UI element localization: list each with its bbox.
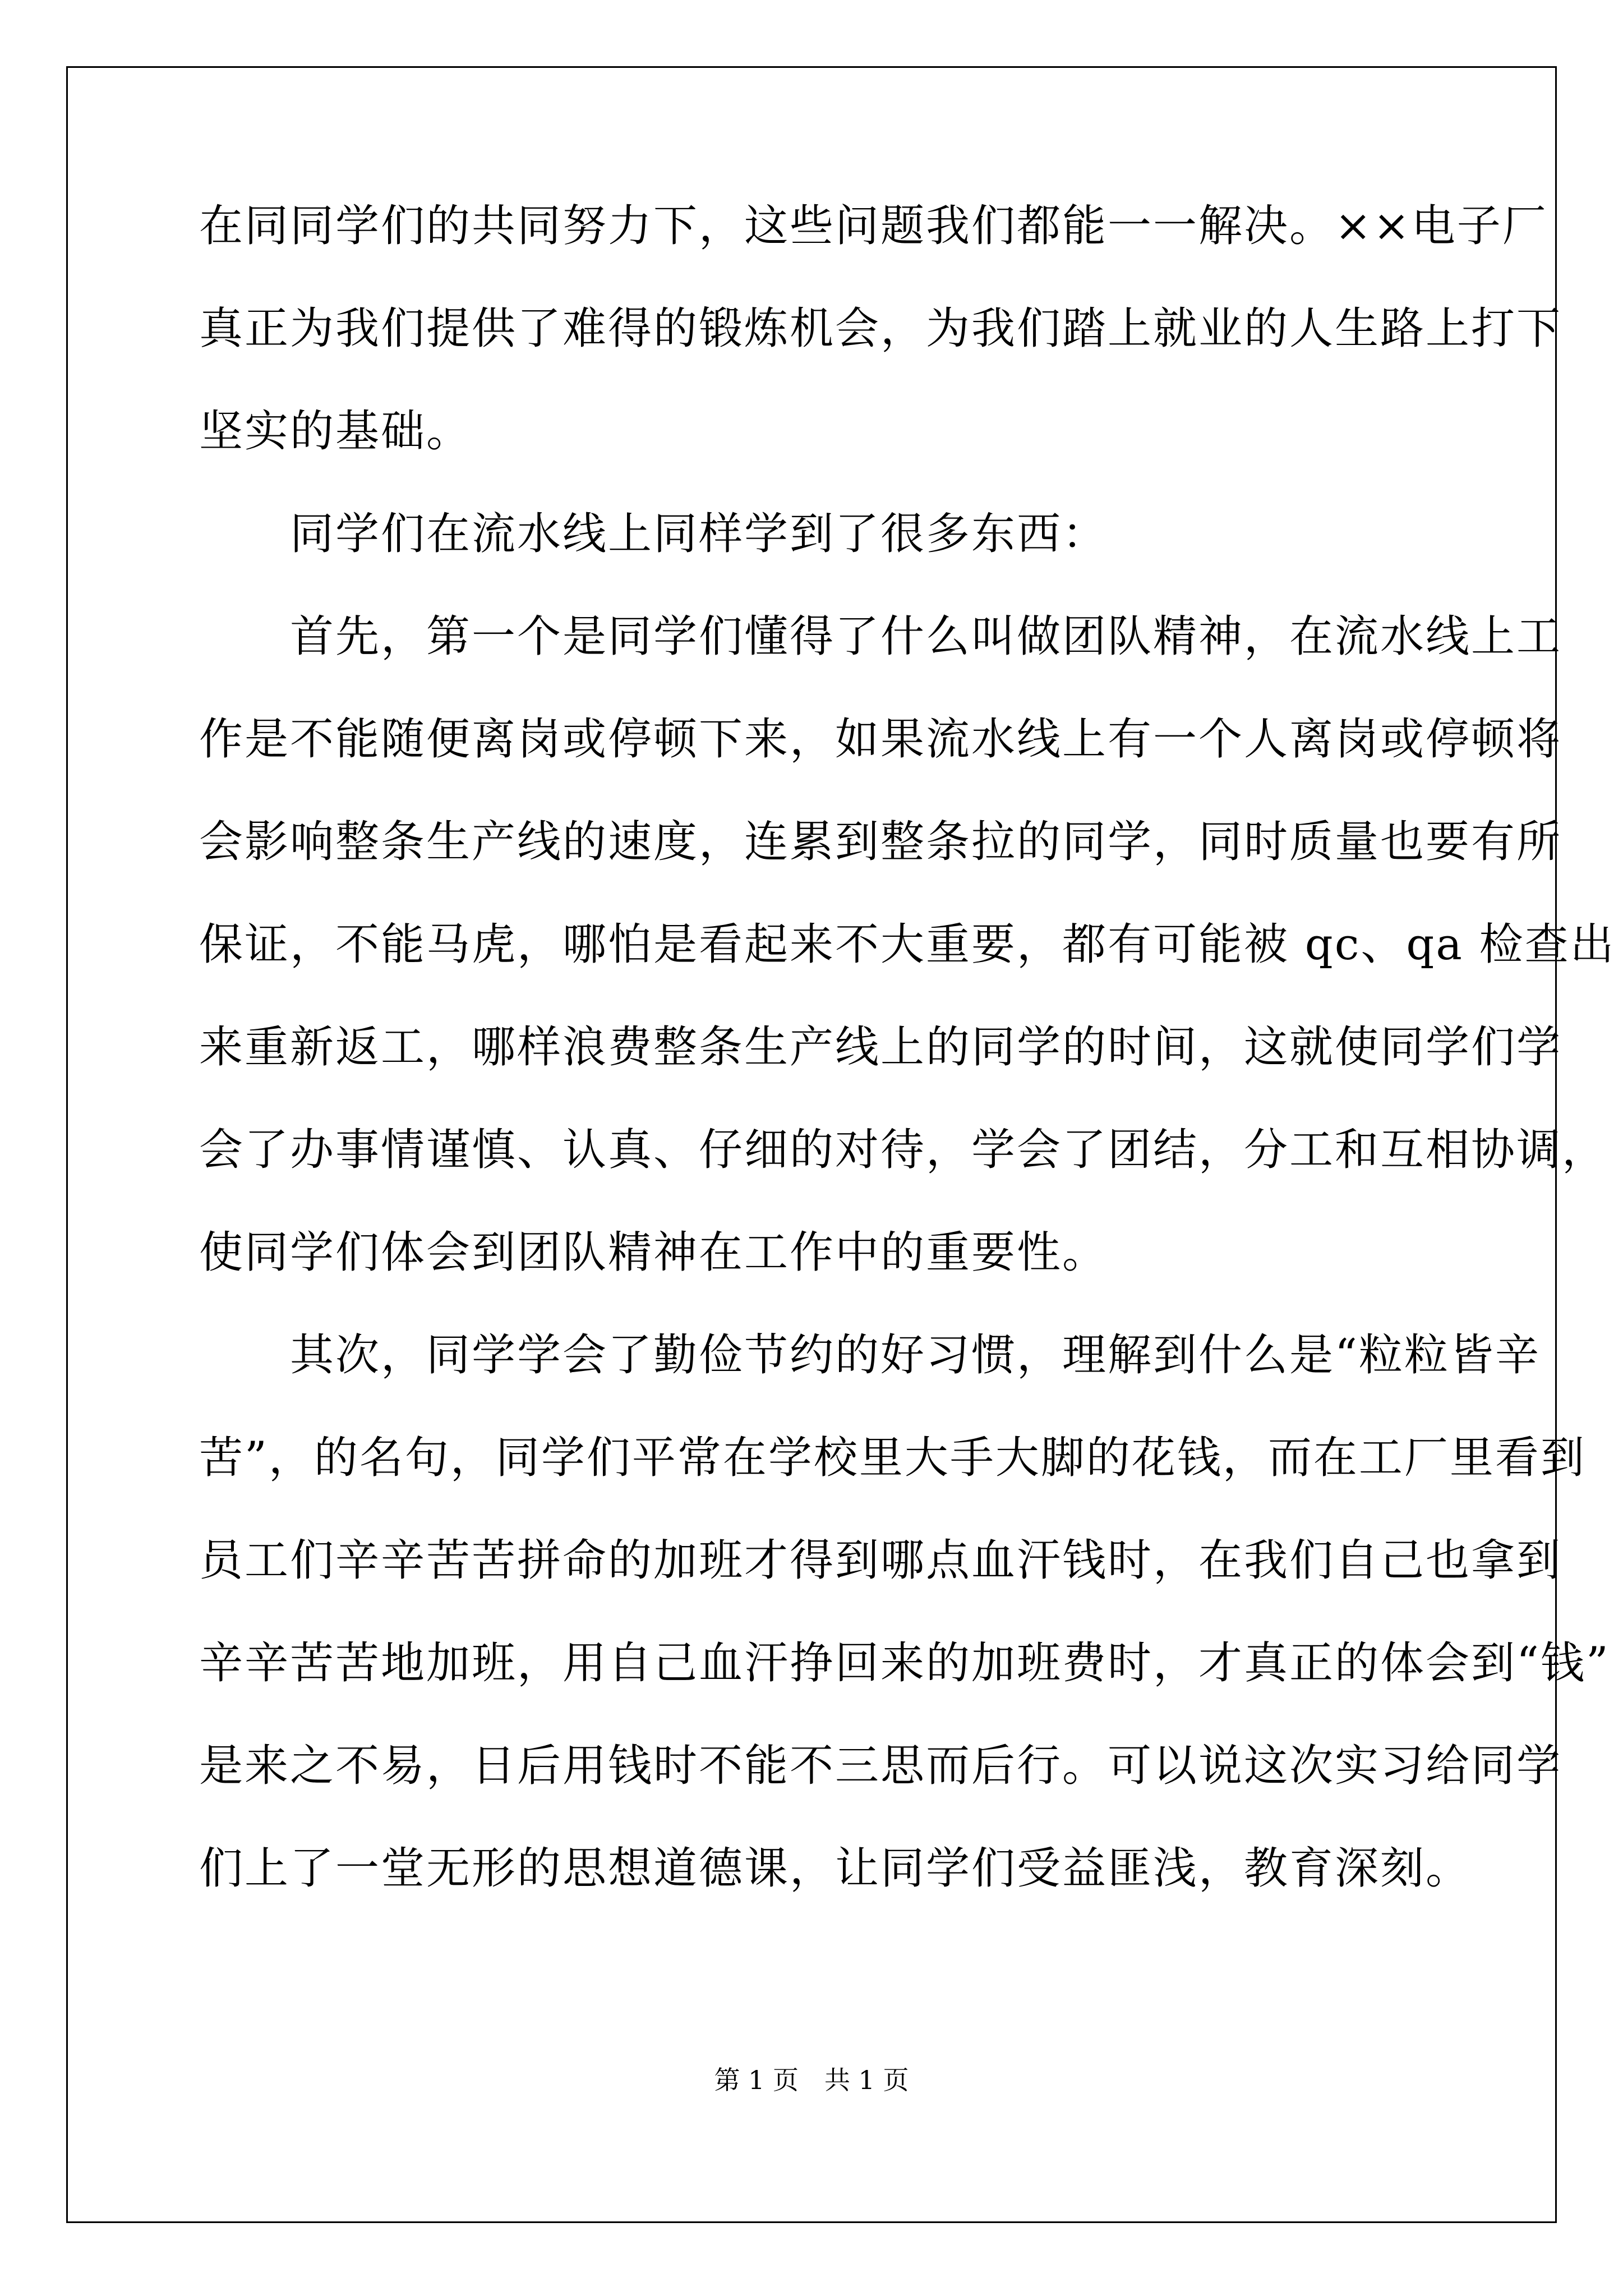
text-line: 会影响整条生产线的速度，连累到整条拉的同学，同时质量也要有所 [199,817,1562,867]
text-line: 辛辛苦苦地加班，用自己血汗挣回来的加班费时，才真正的体会到“钱” [199,1638,1610,1688]
text-line: 员工们辛辛苦苦拼命的加班才得到哪点血汗钱时，在我们自己也拿到 [199,1535,1562,1586]
text-line: 使同学们体会到团队精神在工作中的重要性。 [199,1227,1108,1278]
text-line: 是来之不易，日后用钱时不能不三思而后行。可以说这次实习给同学 [199,1741,1562,1791]
text-line: 坚实的基础。 [199,406,472,457]
text-line: 同学们在流水线上同样学到了很多东西： [199,509,1108,559]
text-line: 保证，不能马虎，哪怕是看起来不大重要，都有可能被 qc、qa 检查出 [199,919,1616,970]
text-line: 会了办事情谨慎、认真、仔细的对待，学会了团结，分工和互相协调， [199,1125,1608,1175]
text-line: 作是不能随便离岗或停顿下来，如果流水线上有一个人离岗或停顿将 [199,714,1562,765]
text-line: 首先，第一个是同学们懂得了什么叫做团队精神，在流水线上工 [199,611,1562,662]
text-line: 真正为我们提供了难得的锻炼机会，为我们踏上就业的人生路上打下 [199,303,1562,354]
text-line: 们上了一堂无形的思想道德课，让同学们受益匪浅，教育深刻。 [199,1843,1472,1894]
text-line: 来重新返工，哪样浪费整条生产线上的同学的时间，这就使同学们学 [199,1022,1562,1073]
text-line: 在同同学们的共同努力下，这些问题我们都能一一解决。××电子厂 [199,201,1548,251]
text-line: 其次，同学学会了勤俭节约的好习惯，理解到什么是“粒粒皆辛 [199,1330,1541,1381]
text-line: 苦”，的名句，同学们平常在学校里大手大脚的花钱，而在工厂里看到 [199,1433,1586,1483]
page-number: 第 1 页 共 1 页 [714,2065,909,2095]
